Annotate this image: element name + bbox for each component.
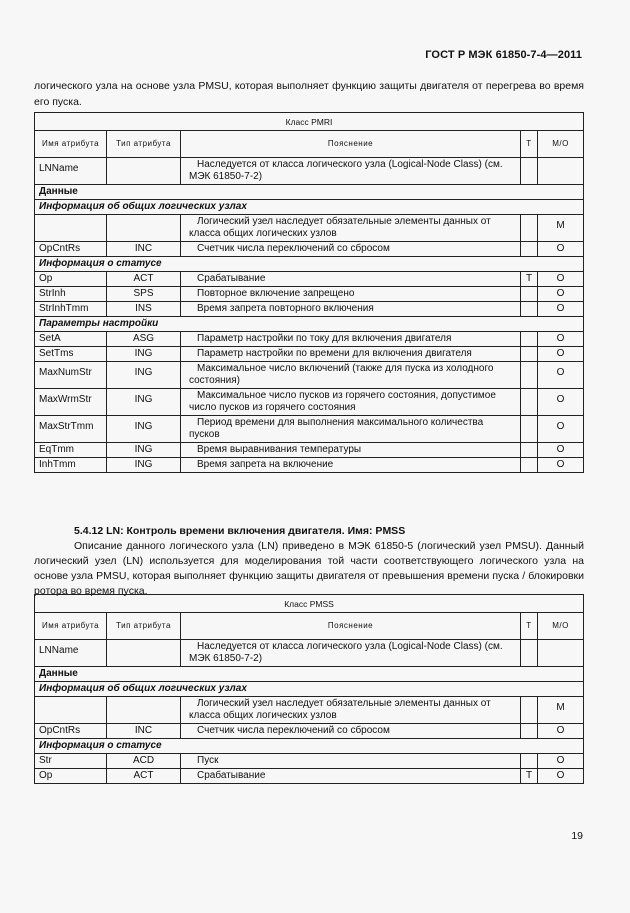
table-row [35,458,584,473]
data-section-label: Данные [35,185,584,200]
col-header-desc: Пояснение [181,131,521,158]
attr-desc [181,443,521,458]
table-row [35,724,584,739]
group-label: Информация об общих логических узлах [35,200,584,215]
col-header-mo: M/O [538,613,584,640]
pmri-table [34,112,584,473]
attr-desc-text: Наследуется от класса логического узла (Logical-Node Class) (см. МЭК 61850-7-2) [189,159,503,182]
intro-paragraph: логического узла на основе узла PMSU, которая выполняет функцию защиты двигателя от перегрева во время его пуска. [34,80,584,108]
col-header-type: Тип атрибута [107,613,181,640]
table-row [35,347,584,362]
attr-name: MaxNumStr [35,362,107,389]
attr-mo: O [538,769,584,784]
attr-mo: O [538,347,584,362]
attr-mo: O [538,389,584,416]
attr-name: StrInh [35,287,107,302]
attr-desc [181,697,521,724]
table-row [35,158,584,185]
attr-desc [181,215,521,242]
attr-mo: O [538,443,584,458]
attr-type: ING [107,389,181,416]
attr-desc [181,272,521,287]
table-row [35,754,584,769]
attr-name: Str [35,754,107,769]
attr-desc [181,332,521,347]
attr-name: SetA [35,332,107,347]
attr-mo: O [538,302,584,317]
table-row [35,272,584,287]
attr-name: SetTms [35,347,107,362]
attr-name: InhTmm [35,458,107,473]
pmss-table [34,594,584,784]
table-row [35,185,584,200]
table-row [35,769,584,784]
table-row [35,697,584,724]
table-row [35,682,584,697]
attr-desc [181,158,521,185]
attr-mo: O [538,272,584,287]
attr-desc [181,416,521,443]
table-row [35,200,584,215]
attr-name: Op [35,272,107,287]
attr-trigger [521,458,538,473]
attr-desc-text: Срабатывание [197,770,266,781]
attr-desc [181,302,521,317]
attr-trigger: T [521,272,538,287]
attr-trigger [521,332,538,347]
page-number: 19 [571,830,583,842]
attr-desc [181,640,521,667]
attr-desc [181,769,521,784]
attr-trigger [521,242,538,257]
data-section-label: Данные [35,667,584,682]
col-header-t: T [521,131,538,158]
attr-mo [538,158,584,185]
attr-name: EqTmm [35,443,107,458]
table-row [35,332,584,347]
attr-desc [181,458,521,473]
table-row [35,287,584,302]
attr-trigger [521,389,538,416]
attr-name: Op [35,769,107,784]
attr-mo: O [538,754,584,769]
attr-type: ING [107,443,181,458]
table-row [35,242,584,257]
attr-desc-text: Максимальное число включений (также для пуска из холодного состояния) [189,363,494,386]
attr-desc-text: Параметр настройки по времени для включения двигателя [197,348,472,359]
attr-name: MaxWrmStr [35,389,107,416]
col-header-t: T [521,613,538,640]
group-label: Информация о статусе [35,257,584,272]
attr-type [107,158,181,185]
attr-mo: O [538,724,584,739]
attr-desc [181,754,521,769]
table-class-label: Класс PMSS [35,595,584,613]
attr-trigger [521,347,538,362]
attr-name: StrInhTmm [35,302,107,317]
attr-desc-text: Повторное включение запрещено [197,288,355,299]
attr-mo: O [538,287,584,302]
attr-type [107,215,181,242]
attr-trigger [521,287,538,302]
table-row [35,640,584,667]
attr-mo [538,640,584,667]
group-label: Параметры настройки [35,317,584,332]
attr-desc-text: Счетчик числа переключений со сбросом [197,725,390,736]
table-row [35,443,584,458]
attr-name: OpCntRs [35,242,107,257]
attr-trigger: T [521,769,538,784]
attr-name: MaxStrTmm [35,416,107,443]
attr-mo: O [538,362,584,389]
attr-type: ING [107,362,181,389]
attr-type: INC [107,724,181,739]
table-row [35,389,584,416]
col-header-name: Имя атрибута [35,613,107,640]
attr-mo: O [538,242,584,257]
attr-type: INS [107,302,181,317]
attr-desc-text: Время запрета повторного включения [197,303,374,314]
attr-type: ING [107,416,181,443]
attr-desc-text: Пуск [197,755,219,766]
attr-desc-text: Счетчик числа переключений со сбросом [197,243,390,254]
attr-trigger [521,158,538,185]
attr-mo: M [538,697,584,724]
table-row [35,215,584,242]
attr-trigger [521,640,538,667]
group-label: Информация об общих логических узлах [35,682,584,697]
attr-trigger [521,302,538,317]
attr-desc-text: Наследуется от класса логического узла (Logical-Node Class) (см. МЭК 61850-7-2) [189,641,503,664]
attr-trigger [521,362,538,389]
attr-desc-text: Период времени для выполнения максимального количества пусков [189,417,484,440]
attr-trigger [521,416,538,443]
attr-type: SPS [107,287,181,302]
section-5-4-12 [34,524,584,599]
table-row [35,317,584,332]
attr-type: ING [107,458,181,473]
attr-name [35,697,107,724]
attr-desc-text: Время выравнивания температуры [197,444,362,455]
attr-desc-text: Время запрета на включение [197,459,334,470]
table-row [35,257,584,272]
attr-type: ASG [107,332,181,347]
table-row [35,416,584,443]
table-row [35,302,584,317]
attr-type: ACT [107,272,181,287]
document-header: ГОСТ Р МЭК 61850-7-4—2011 [425,49,582,61]
attr-mo: O [538,458,584,473]
attr-type: ACT [107,769,181,784]
attr-trigger [521,697,538,724]
group-label: Информация о статусе [35,739,584,754]
attr-desc-text: Максимальное число пусков из горячего состояния, допустимое число пусков из горячего состояния [189,390,496,413]
attr-desc [181,362,521,389]
attr-desc [181,287,521,302]
table-row [35,739,584,754]
attr-name: LNName [35,640,107,667]
attr-type: ACD [107,754,181,769]
attr-mo: O [538,416,584,443]
attr-desc-text: Срабатывание [197,273,266,284]
attr-name [35,215,107,242]
attr-type [107,697,181,724]
attr-mo: M [538,215,584,242]
attr-trigger [521,754,538,769]
attr-desc [181,724,521,739]
section-text: Описание данного логического узла (LN) приведено в МЭК 61850-5 (логический узел PMSU). Данный логический узел (LN) используется для моделирования той части соответствующего логического узла на основе узла PMSU, которая выполняет функцию защиты двигателя от превышения времени пуска / блокировки ротора во время пуска. [34,540,584,597]
attr-desc [181,389,521,416]
attr-type: INC [107,242,181,257]
attr-type: ING [107,347,181,362]
table-row [35,667,584,682]
attr-trigger [521,724,538,739]
col-header-desc: Пояснение [181,613,521,640]
col-header-type: Тип атрибута [107,131,181,158]
table-row [35,362,584,389]
attr-mo: O [538,332,584,347]
attr-desc [181,347,521,362]
col-header-mo: M/O [538,131,584,158]
attr-name: LNName [35,158,107,185]
col-header-name: Имя атрибута [35,131,107,158]
section-heading: 5.4.12 LN: Контроль времени включения двигателя. Имя: PMSS [74,525,406,537]
attr-desc [181,242,521,257]
attr-trigger [521,443,538,458]
attr-name: OpCntRs [35,724,107,739]
attr-desc-text: Логический узел наследует обязательные элементы данных от класса общих логических узлов [189,698,491,721]
attr-desc-text: Параметр настройки по току для включения двигателя [197,333,452,344]
attr-type [107,640,181,667]
table-class-label: Класс PMRI [35,113,584,131]
attr-desc-text: Логический узел наследует обязательные элементы данных от класса общих логических узлов [189,216,491,239]
attr-trigger [521,215,538,242]
